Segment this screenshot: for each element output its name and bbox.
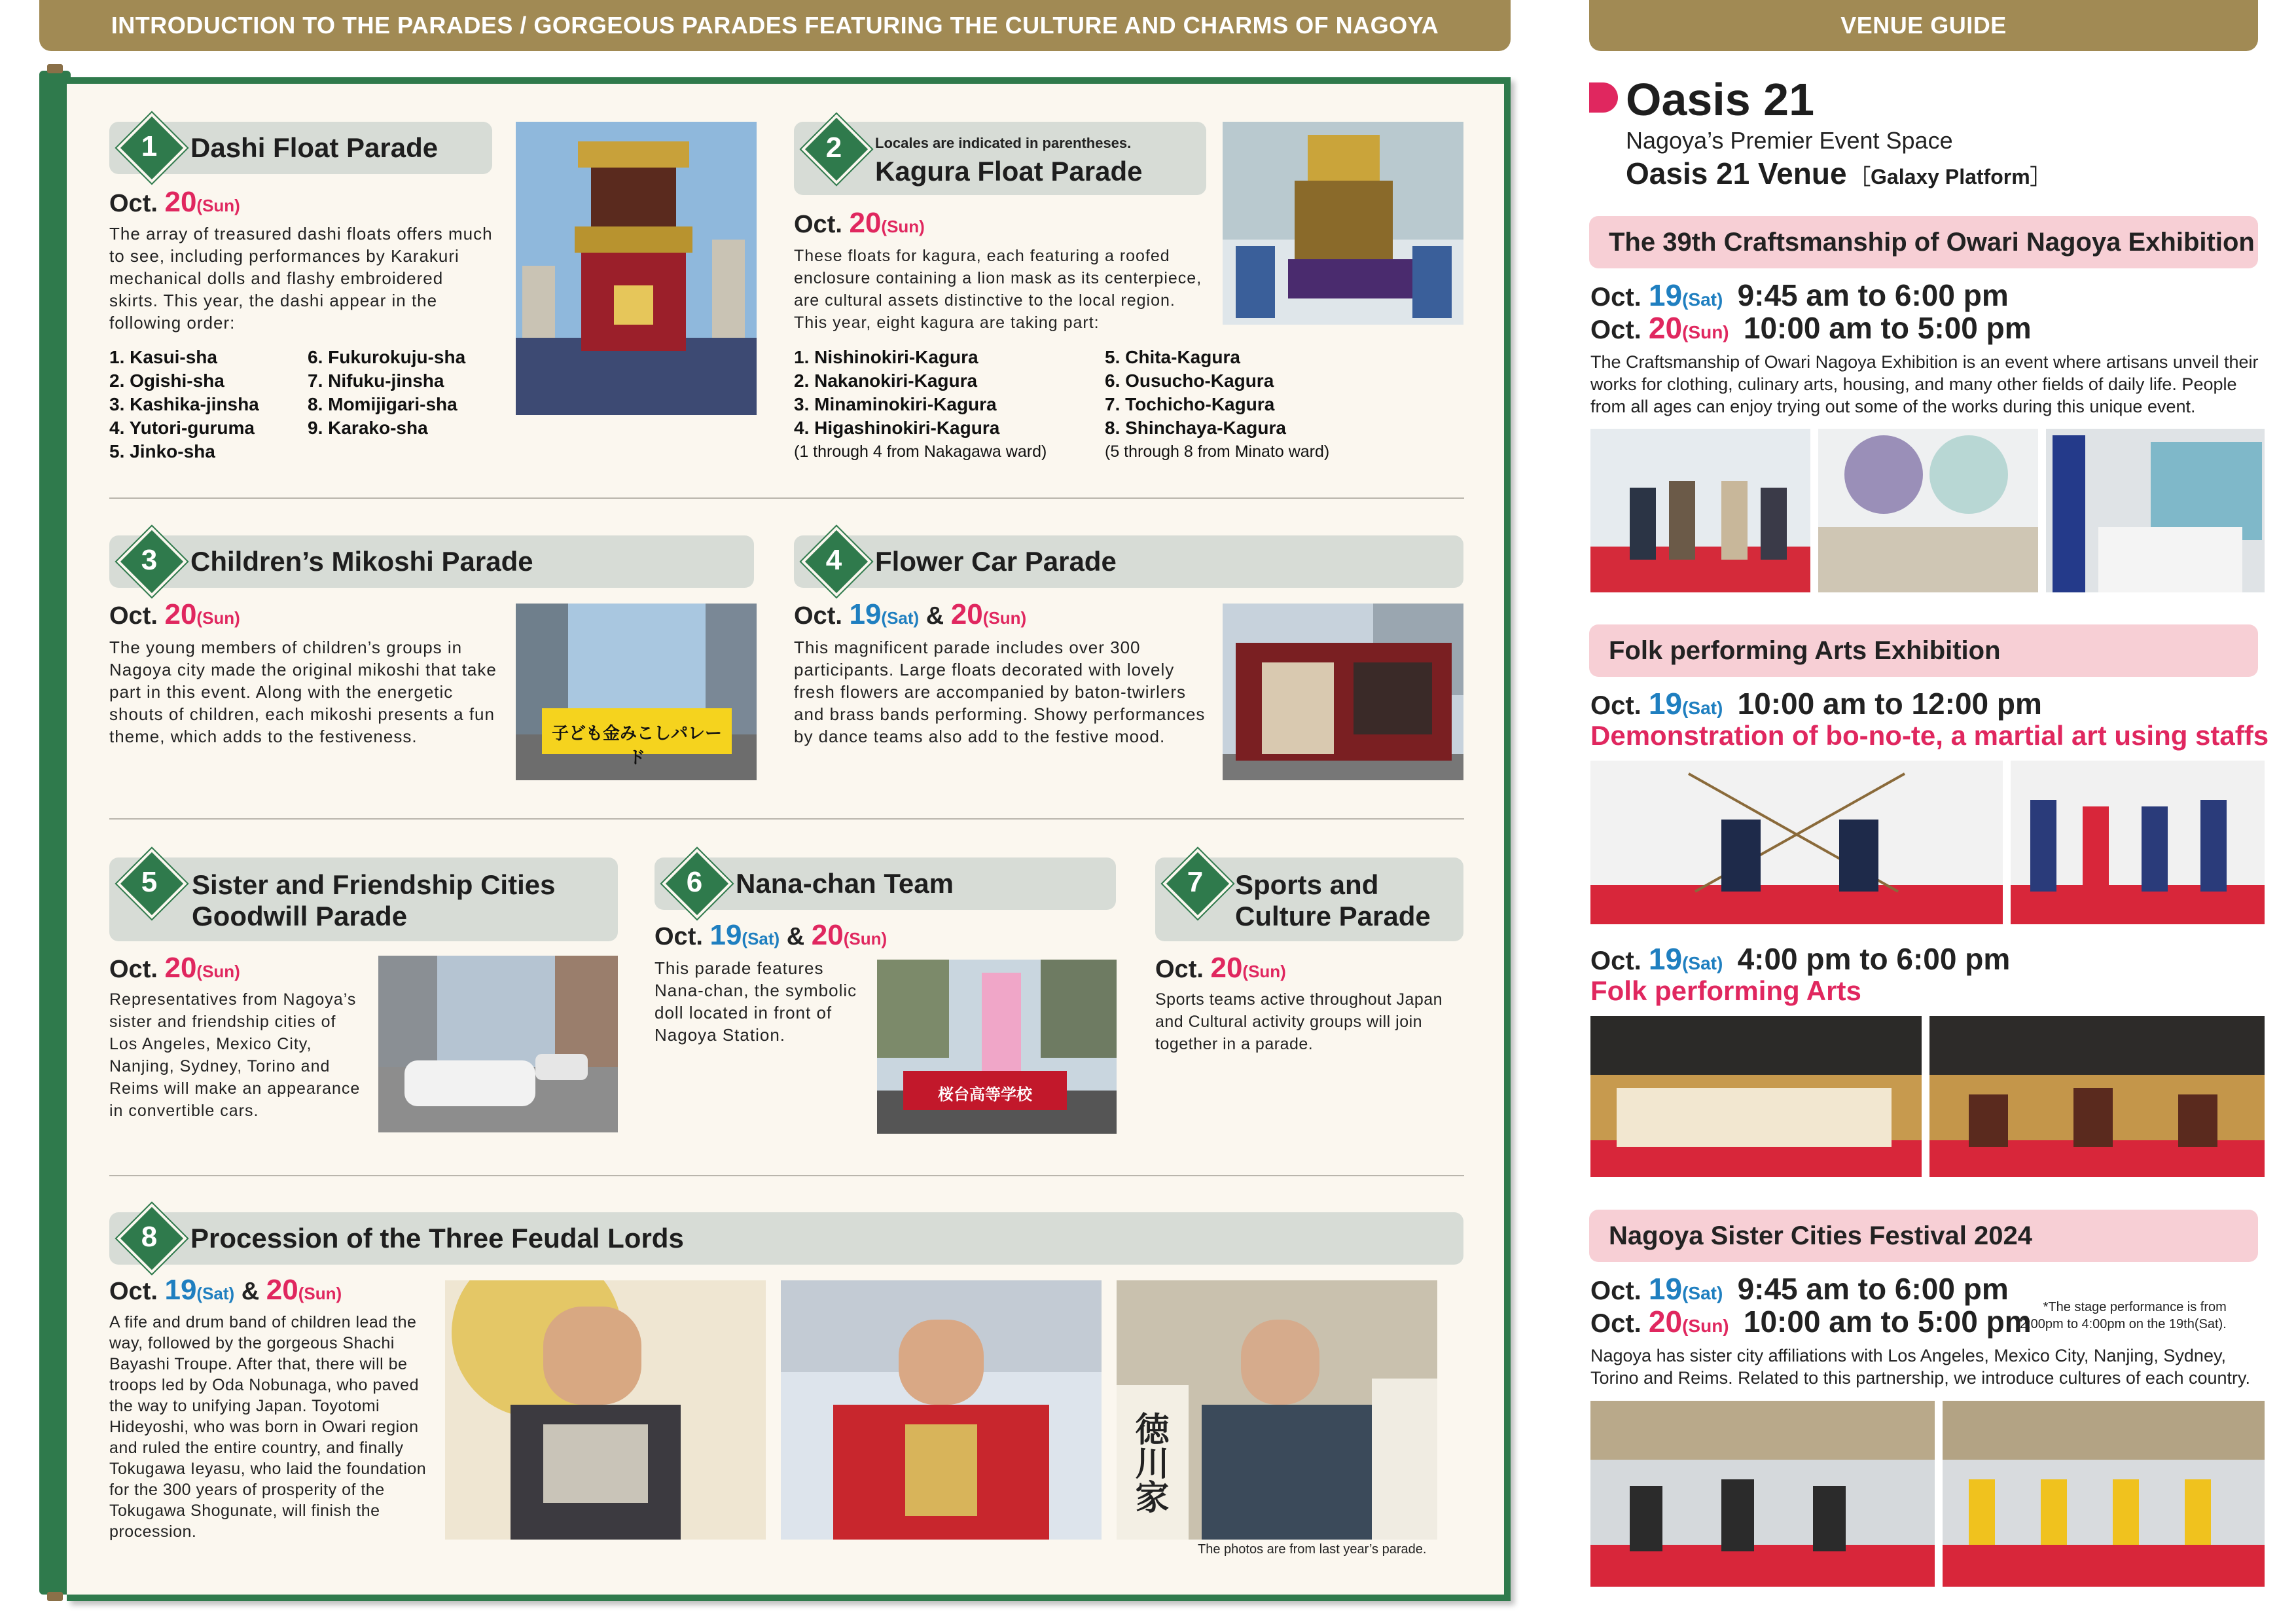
tokugawa-banner-text: 徳川家 — [1129, 1411, 1169, 1513]
parade-6-number: 6 — [686, 866, 703, 898]
parade-7-title-line2: Culture Parade — [1235, 901, 1431, 931]
parade-5-number: 5 — [141, 866, 158, 898]
parade-7-title-line1: Sports and — [1235, 869, 1379, 900]
divider-2 — [109, 818, 1464, 820]
parade-5-header — [109, 857, 618, 941]
event-2-date-line2: Oct. 19(Sat) 4:00 pm to 6:00 pm — [1590, 942, 2011, 976]
right-banner — [1589, 0, 2258, 51]
event-3-title: Nagoya Sister Cities Festival 2024 — [1609, 1221, 2032, 1250]
parade-6-title: Nana-chan Team — [736, 868, 954, 899]
parade-3-header — [109, 535, 754, 588]
childrens-mikoshi-photo — [516, 604, 757, 780]
feudal-lord-photo-3 — [1117, 1280, 1437, 1540]
parade-3-date: Oct. 20(Sun) — [109, 598, 240, 630]
venue-marker — [1589, 82, 1618, 113]
event-3-description: Nagoya has sister city affiliations with Los Angeles, Mexico City, Nanjing, Sydney, Torino and Reims. Related to this partnership, we introduce cultures of each country. — [1590, 1346, 2251, 1388]
parade-8-number: 8 — [141, 1221, 158, 1253]
folk-arts-photo-1 — [1590, 1016, 1922, 1177]
photo-caption: The photos are from last year’s parade. — [1198, 1542, 1427, 1557]
event-3-date-line2: Oct. 20(Sun) 10:00 am to 5:00 pm — [1590, 1305, 2032, 1339]
parade-7-description: Sports teams active throughout Japan and Cultural activity groups will join together in a parade. — [1155, 990, 1443, 1053]
scroll-rod-left — [39, 71, 71, 1595]
event-3-date-line1: Oct. 19(Sat) 9:45 am to 6:00 pm — [1590, 1272, 2009, 1306]
scroll-rod-cap-bottom — [47, 1592, 63, 1601]
bo-no-te-photo-1 — [1590, 761, 2003, 924]
divider-1 — [109, 497, 1464, 499]
parade-3-number: 3 — [141, 544, 158, 576]
parade-2-date: Oct. 20(Sun) — [794, 207, 925, 239]
parade-6-date: Oct. 19(Sat) & 20(Sun) — [655, 919, 888, 951]
parade-1-title: Dashi Float Parade — [190, 132, 439, 163]
parade-3-description: The young members of children’s groups in Nagoya city made the original mikoshi that take part in this event. Along with the energetic shouts of children, each mikoshi presents a fun theme, which adds to the festiveness. — [109, 638, 497, 746]
stage-note-line2: 2:00pm to 4:00pm on the 19th(Sat). — [2020, 1317, 2227, 1331]
nana-chan-banner-text: 桜台高等学校 — [938, 1085, 1032, 1104]
parade-1-list-a: 1. Kasui-sha 2. Ogishi-sha 3. Kashika-jinsha 4. Yutori-guruma 5. Jinko-sha — [109, 347, 259, 461]
parade-4-date: Oct. 19(Sat) & 20(Sun) — [794, 598, 1027, 630]
stage-note — [2020, 1299, 2227, 1333]
sister-cities-festival-photo-1 — [1590, 1401, 1935, 1587]
parade-5-description: Representatives from Nagoya’s sister and friendship cities of Los Angeles, Mexico City, Nanjing, Sydney, Torino and Reims will make an appearance in convertible cars. — [109, 990, 361, 1120]
parade-8-title: Procession of the Three Feudal Lords — [190, 1223, 684, 1254]
parade-5-title-line1: Sister and Friendship Cities — [192, 869, 556, 900]
parade-1-number: 1 — [141, 130, 158, 162]
parade-5-title-line2: Goodwill Parade — [192, 901, 408, 931]
parade-4-number: 4 — [825, 544, 842, 576]
parade-6-description: This parade features Nana-chan, the symbolic doll located in front of Nagoya Station. — [655, 958, 857, 1045]
event-2-title: Folk performing Arts Exhibition — [1609, 636, 2001, 665]
event-2-header — [1589, 624, 2258, 677]
parade-2-note: Locales are indicated in parentheses. — [875, 135, 1132, 151]
parade-2-list-a: 1. Nishinokiri-Kagura 2. Nakanokiri-Kagura 3. Minaminokiri-Kagura 4. Higashinokiri-Kagura (1 through 4 from Nakagawa ward) — [794, 347, 1047, 461]
parade-7-date: Oct. 20(Sun) — [1155, 952, 1286, 984]
parade-4-header — [794, 535, 1463, 588]
venue-name: Oasis 21 — [1626, 74, 1814, 125]
venue-tagline: Nagoya’s Premier Event Space — [1626, 127, 1953, 154]
kagura-float-photo — [1223, 122, 1463, 325]
parade-2-list-b: 5. Chita-Kagura 6. Ousucho-Kagura 7. Tochicho-Kagura 8. Shinchaya-Kagura (5 through 8 from Minato ward) — [1105, 347, 1330, 461]
feudal-lord-photo-2 — [781, 1280, 1102, 1540]
event-1-header — [1589, 216, 2258, 268]
event-2-subtitle-1: Demonstration of bo-no-te, a martial art using staffs — [1590, 720, 2269, 751]
parade-3-title: Children’s Mikoshi Parade — [190, 546, 533, 577]
parade-4-title: Flower Car Parade — [875, 546, 1117, 577]
parade-2-number: 2 — [825, 132, 842, 164]
event-1-date-line1: Oct. 19(Sat) 9:45 am to 6:00 pm — [1590, 278, 2009, 312]
parade-8-date: Oct. 19(Sat) & 20(Sun) — [109, 1274, 342, 1306]
nana-chan-photo — [877, 960, 1117, 1134]
event-3-header — [1589, 1210, 2258, 1262]
parade-1-list-b: 6. Fukurokuju-sha 7. Nifuku-jinsha 8. Momijigari-sha 9. Karako-sha — [308, 347, 466, 438]
scroll-rod-cap-top — [47, 64, 63, 73]
feudal-lord-photo-1 — [445, 1280, 766, 1540]
parade-1-description: The array of treasured dashi floats offers much to see, including performances by Karakuri mechanical dolls and flashy embroidered skirts. This year, the dashi appear in the following order: — [109, 224, 493, 333]
sister-cities-festival-photo-2 — [1943, 1401, 2265, 1587]
folk-arts-photo-2 — [1929, 1016, 2265, 1177]
event-2-date-line1: Oct. 19(Sat) 10:00 am to 12:00 pm — [1590, 687, 2042, 721]
event-1-date-line2: Oct. 20(Sun) 10:00 am to 5:00 pm — [1590, 311, 2032, 345]
event-1-description: The Craftsmanship of Owari Nagoya Exhibition is an event where artisans unveil their works for clothing, culinary arts, housing, and many other fields of daily life. People from all ages can enjoy trying out some of the works during this unique event. — [1590, 352, 2259, 416]
event-2-subtitle-2: Folk performing Arts — [1590, 975, 1861, 1006]
bo-no-te-photo-2 — [2011, 761, 2265, 924]
parade-8-header — [109, 1212, 1463, 1265]
parade-1-date: Oct. 20(Sun) — [109, 186, 240, 218]
parade-2-title: Kagura Float Parade — [875, 156, 1143, 187]
flower-car-photo — [1223, 604, 1463, 780]
sister-cities-photo — [378, 956, 618, 1132]
divider-3 — [109, 1175, 1464, 1176]
parade-8-description: A fife and drum band of children lead the way, followed by the gorgeous Shachi Bayashi Troupe. After that, there will be troops led by Oda Nobunaga, who paved the way to unifying Japan. Toyotomi Hideyoshi, who was born in Owari region and ruled the entire country, and finally Tokugawa Ieyasu, who laid the foundation for the 300 years of prosperity of the Tokugawa Shogunate, will finish the procession. — [109, 1313, 427, 1541]
parade-4-description: This magnificent parade includes over 300 participants. Large floats decorated with lovely fresh flowers are accompanied by baton-twirlers and brass bands performing. Showy performances by dance teams also add to the festive mood. — [794, 638, 1206, 746]
left-banner — [39, 0, 1511, 51]
venue-label-text: Oasis 21 Venue — [1626, 156, 1847, 190]
event-1-title: The 39th Craftsmanship of Owari Nagoya Exhibition — [1609, 227, 2255, 257]
craftsmanship-photo-2 — [1818, 429, 2038, 592]
venue-label — [1626, 156, 2051, 191]
craftsmanship-photo-3 — [2046, 429, 2265, 592]
stage-note-line1: *The stage performance is from — [2043, 1300, 2227, 1314]
left-banner-text: INTRODUCTION TO THE PARADES / GORGEOUS PARADES FEATURING THE CULTURE AND CHARMS OF NAGOYA — [111, 12, 1439, 39]
venue-platform: ［Galaxy Platform］ — [1850, 165, 2051, 189]
childrens-banner-text: 子ども金みこしパレード — [551, 724, 722, 768]
craftsmanship-photo-1 — [1590, 429, 1810, 592]
right-banner-text: VENUE GUIDE — [1840, 12, 2007, 39]
parade-2-description: These floats for kagura, each featuring a roofed enclosure containing a lion mask as its centerpiece, are cultural assets distinctive to the local region. This year, eight kagura are taking part: — [794, 247, 1202, 332]
dashi-float-photo — [516, 122, 757, 415]
parade-5-date: Oct. 20(Sun) — [109, 952, 240, 984]
parade-7-number: 7 — [1187, 866, 1204, 898]
